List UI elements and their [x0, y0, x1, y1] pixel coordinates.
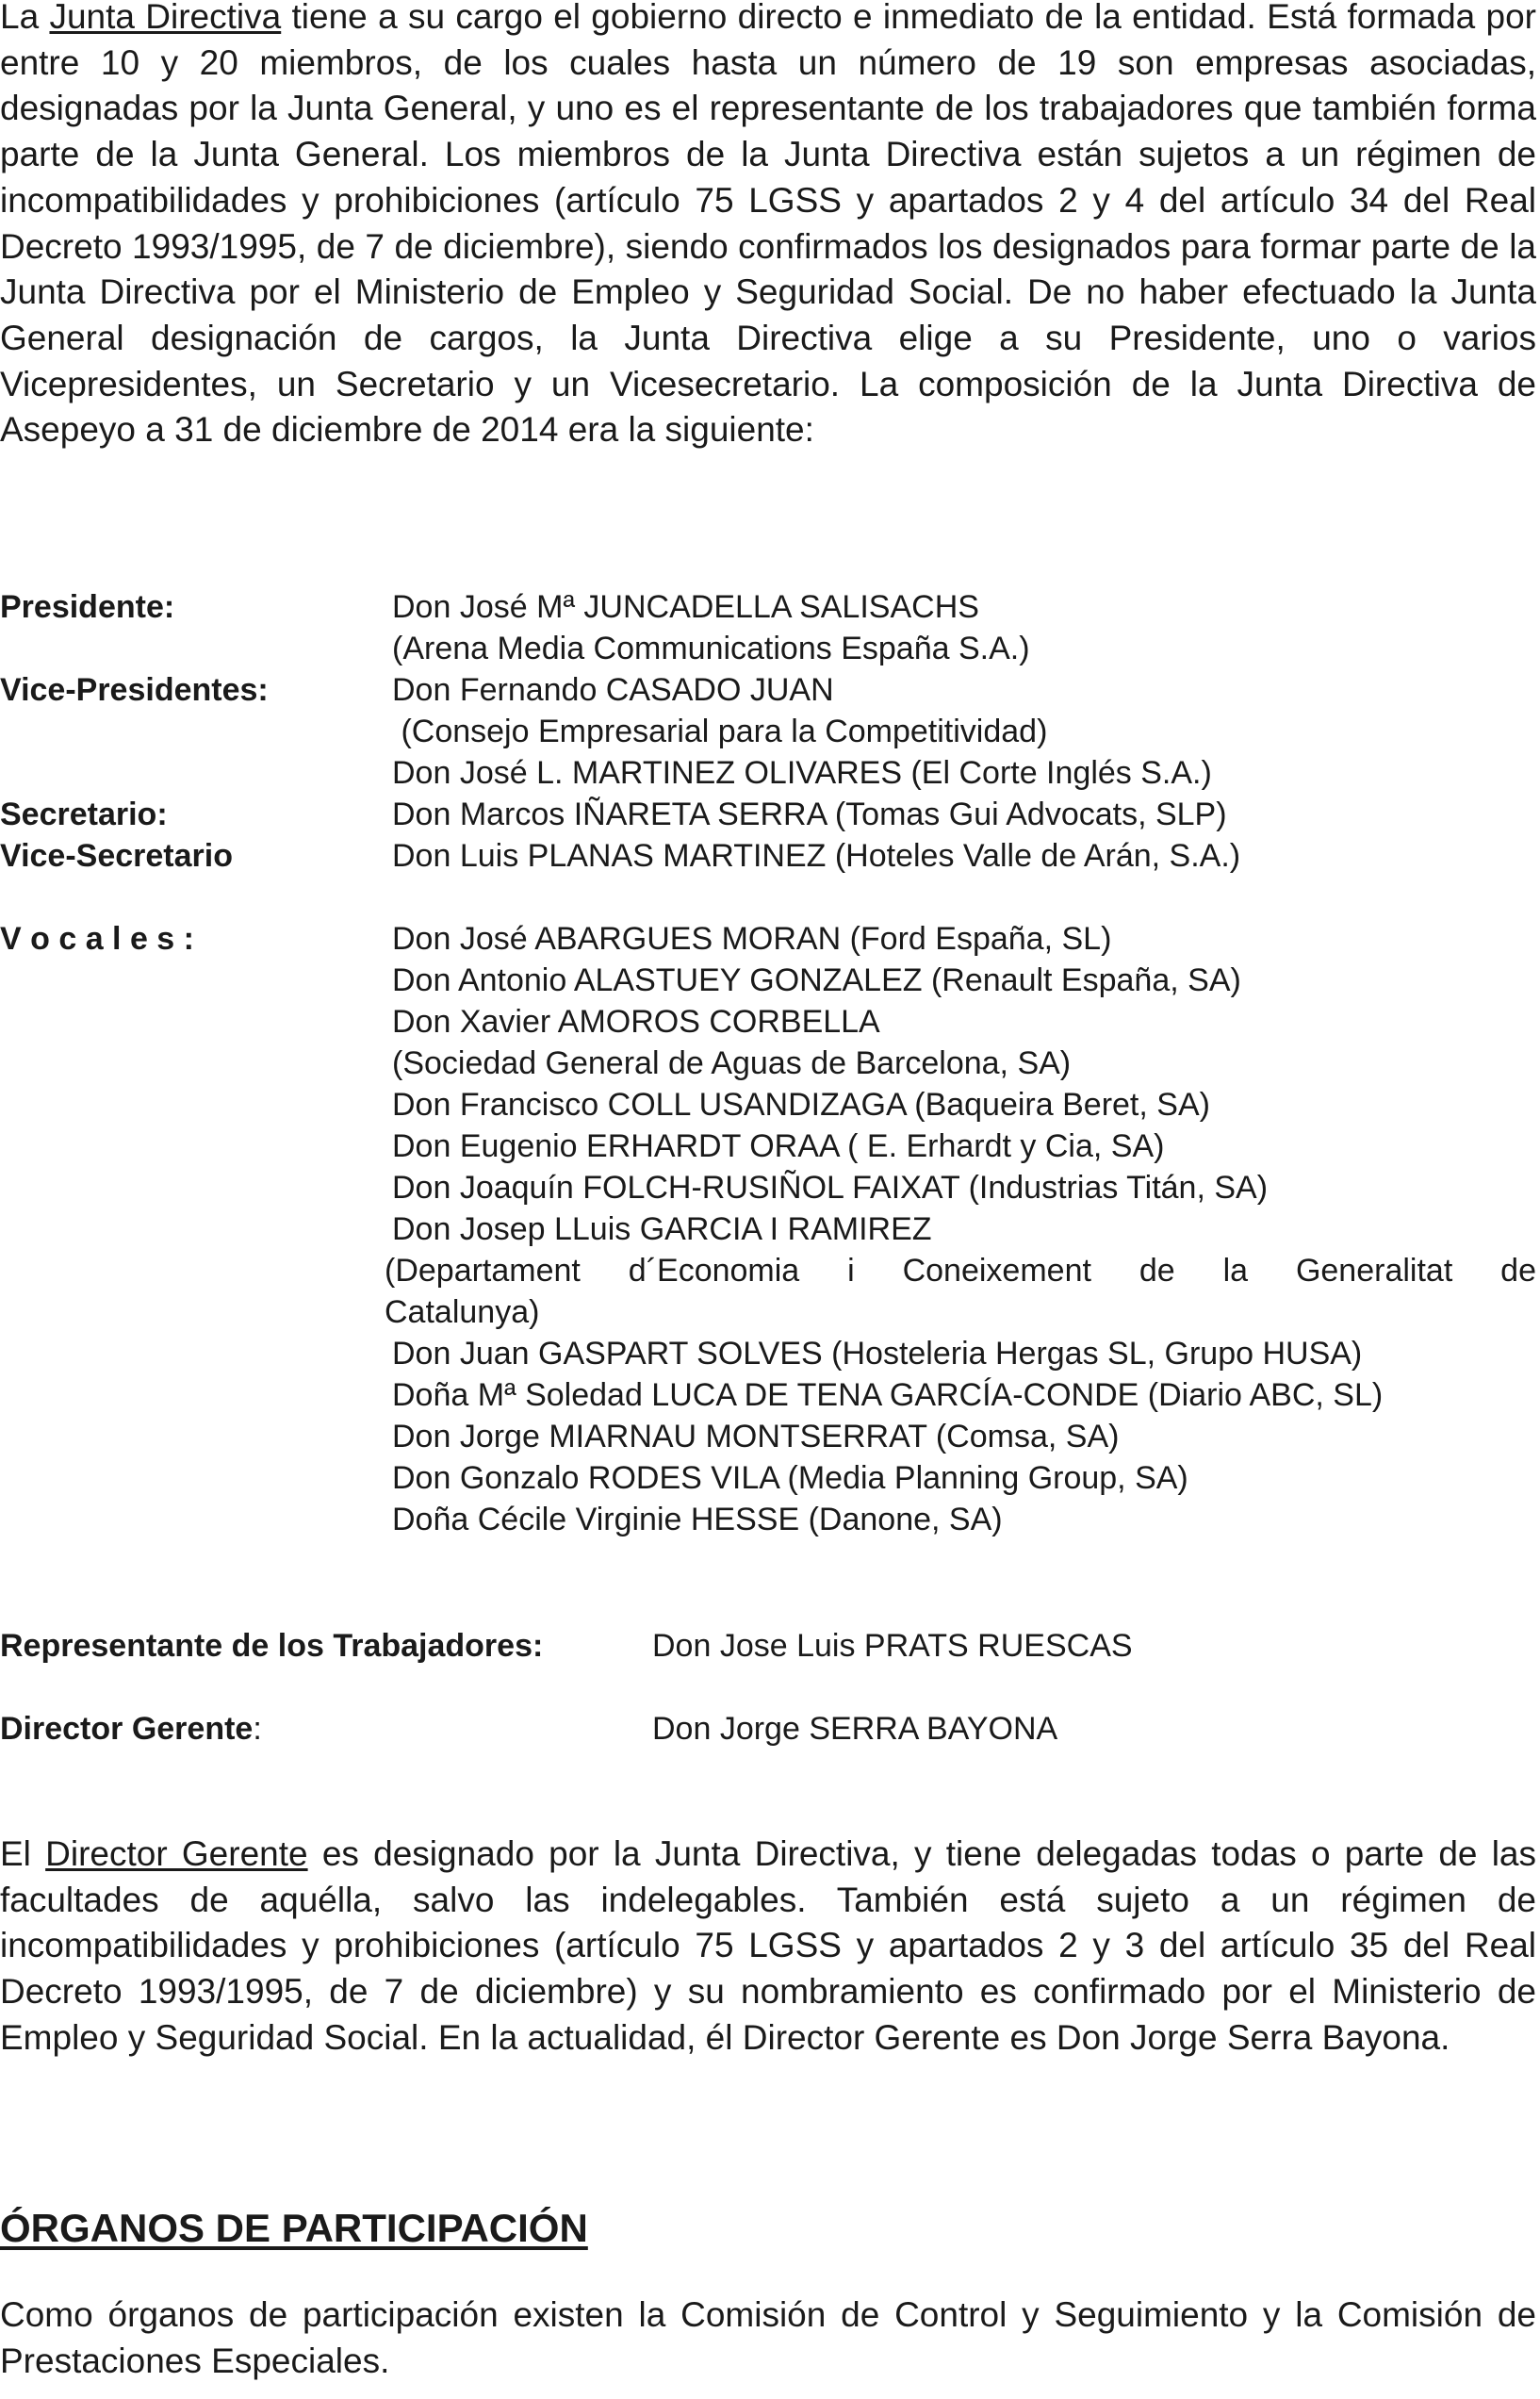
secretario-name: Don Marcos IÑARETA SERRA (Tomas Gui Advocats, SLP): [392, 797, 1227, 832]
vicesecretario-label: Vice-Secretario: [0, 838, 233, 874]
vocal-item: Don Xavier AMOROS CORBELLA: [392, 1004, 880, 1040]
representante-label: Representante de los Trabajadores:: [0, 1628, 544, 1664]
director-name: Don Jorge SERRA BAYONA: [652, 1711, 1058, 1747]
director-label: [0, 1711, 262, 1748]
representante-name: Don Jose Luis PRATS RUESCAS: [652, 1628, 1133, 1664]
vice-label: Vice-Presidentes:: [0, 672, 269, 708]
vocal-item: Don Francisco COLL USANDIZAGA (Baqueira Beret, SA): [392, 1087, 1210, 1123]
director-text-start: El: [0, 1834, 46, 1873]
vocal-item: Don Josep LLuis GARCIA I RAMIREZ: [392, 1211, 932, 1247]
vocal-item: Don Jorge MIARNAU MONTSERRAT (Comsa, SA): [392, 1419, 1120, 1454]
vocal-item: Don José ABARGUES MORAN (Ford España, SL): [392, 921, 1112, 957]
vocales-label: V o c a l e s :: [0, 921, 194, 957]
vocal-item-wrap: (Departament d´Economia i Coneixement de la Generalitat de: [385, 1253, 1536, 1289]
vocal-item: Don Eugenio ERHARDT ORAA ( E. Erhardt y Cia, SA): [392, 1128, 1165, 1164]
vocal-item: Don Antonio ALASTUEY GONZALEZ (Renault España, SA): [392, 962, 1241, 998]
secretario-label: Secretario:: [0, 797, 168, 832]
presidente-label: Presidente:: [0, 589, 175, 625]
vice-name-1: Don Fernando CASADO JUAN: [392, 672, 834, 708]
vocal-item: Doña Cécile Virginie HESSE (Danone, SA): [392, 1502, 1003, 1537]
vicesecretario-name: Don Luis PLANAS MARTINEZ (Hoteles Valle de Arán, S.A.): [392, 838, 1241, 874]
junta-directiva-term: Junta Directiva: [49, 0, 282, 36]
director-label-colon: :: [253, 1711, 262, 1747]
presidente-name: Don José Mª JUNCADELLA SALISACHS: [392, 589, 979, 625]
closing-paragraph: Como órganos de participación existen la Comisión de Control y Seguimiento y la Comisión de Prestaciones Especiales.: [0, 2295, 1536, 2380]
director-text-body: es designado por la Junta Directiva, y tiene delegadas todas o parte de las facultades de aquélla, salvo las indelegables. También está sujeto a un régimen de incompatibilidades y prohibiciones (artículo 75 LGSS y apartados 2 y 3 del artículo 35 del Real Decreto 1993/1995, de 7 de diciembre) y su nombramiento es confirmado por el Ministerio de Empleo y Seguridad Social. En la actualidad, él Director Gerente es Don Jorge Serra Bayona.: [0, 1834, 1536, 2057]
vocal-item-wrap-end: Catalunya): [385, 1294, 540, 1330]
vocal-item: Doña Mª Soledad LUCA DE TENA GARCÍA-CONDE (Diario ABC, SL): [392, 1377, 1384, 1413]
vocal-item: Don Joaquín FOLCH-RUSIÑOL FAIXAT (Industrias Titán, SA): [392, 1170, 1269, 1206]
intro-paragraph: [0, 0, 1536, 453]
presidente-company: (Arena Media Communications España S.A.): [392, 631, 1030, 666]
section-heading: ÓRGANOS DE PARTICIPACIÓN: [0, 2206, 588, 2250]
vice-company-1: (Consejo Empresarial para la Competitividad): [392, 714, 1048, 749]
director-paragraph: [0, 1832, 1536, 2062]
director-gerente-term: Director Gerente: [45, 1834, 308, 1873]
vocal-item: (Sociedad General de Aguas de Barcelona, SA): [392, 1045, 1072, 1081]
vice-name-2: Don José L. MARTINEZ OLIVARES (El Corte Inglés S.A.): [392, 755, 1212, 791]
intro-text-body: tiene a su cargo el gobierno directo e inmediato de la entidad. Está formada por entre 10 y 20 miembros, de los cuales hasta un número de 19 son empresas asociadas, designadas por la Junta General, y uno es el representante de los trabajadores que también forma parte de la Junta General. Los miembros de la Junta Directiva están sujetos a un régimen de incompatibilidades y prohibiciones (artículo 75 LGSS y apartados 2 y 4 del artículo 34 del Real Decreto 1993/1995, de 7 de diciembre), siendo confirmados los designados para formar parte de la Junta Directiva por el Ministerio de Empleo y Seguridad Social. De no haber efectuado la Junta General designación de cargos, la Junta Directiva elige a su Presidente, uno o varios Vicepresidentes, un Secretario y un Vicesecretario. La composición de la Junta Directiva de Asepeyo a 31 de diciembre de 2014 era la siguiente:: [0, 0, 1537, 450]
director-label-text: Director Gerente: [0, 1711, 254, 1747]
intro-text-start: La: [0, 0, 50, 36]
vocal-item: Don Gonzalo RODES VILA (Media Planning Group, SA): [392, 1460, 1188, 1496]
vocal-item: Don Juan GASPART SOLVES (Hosteleria Hergas SL, Grupo HUSA): [392, 1336, 1363, 1372]
